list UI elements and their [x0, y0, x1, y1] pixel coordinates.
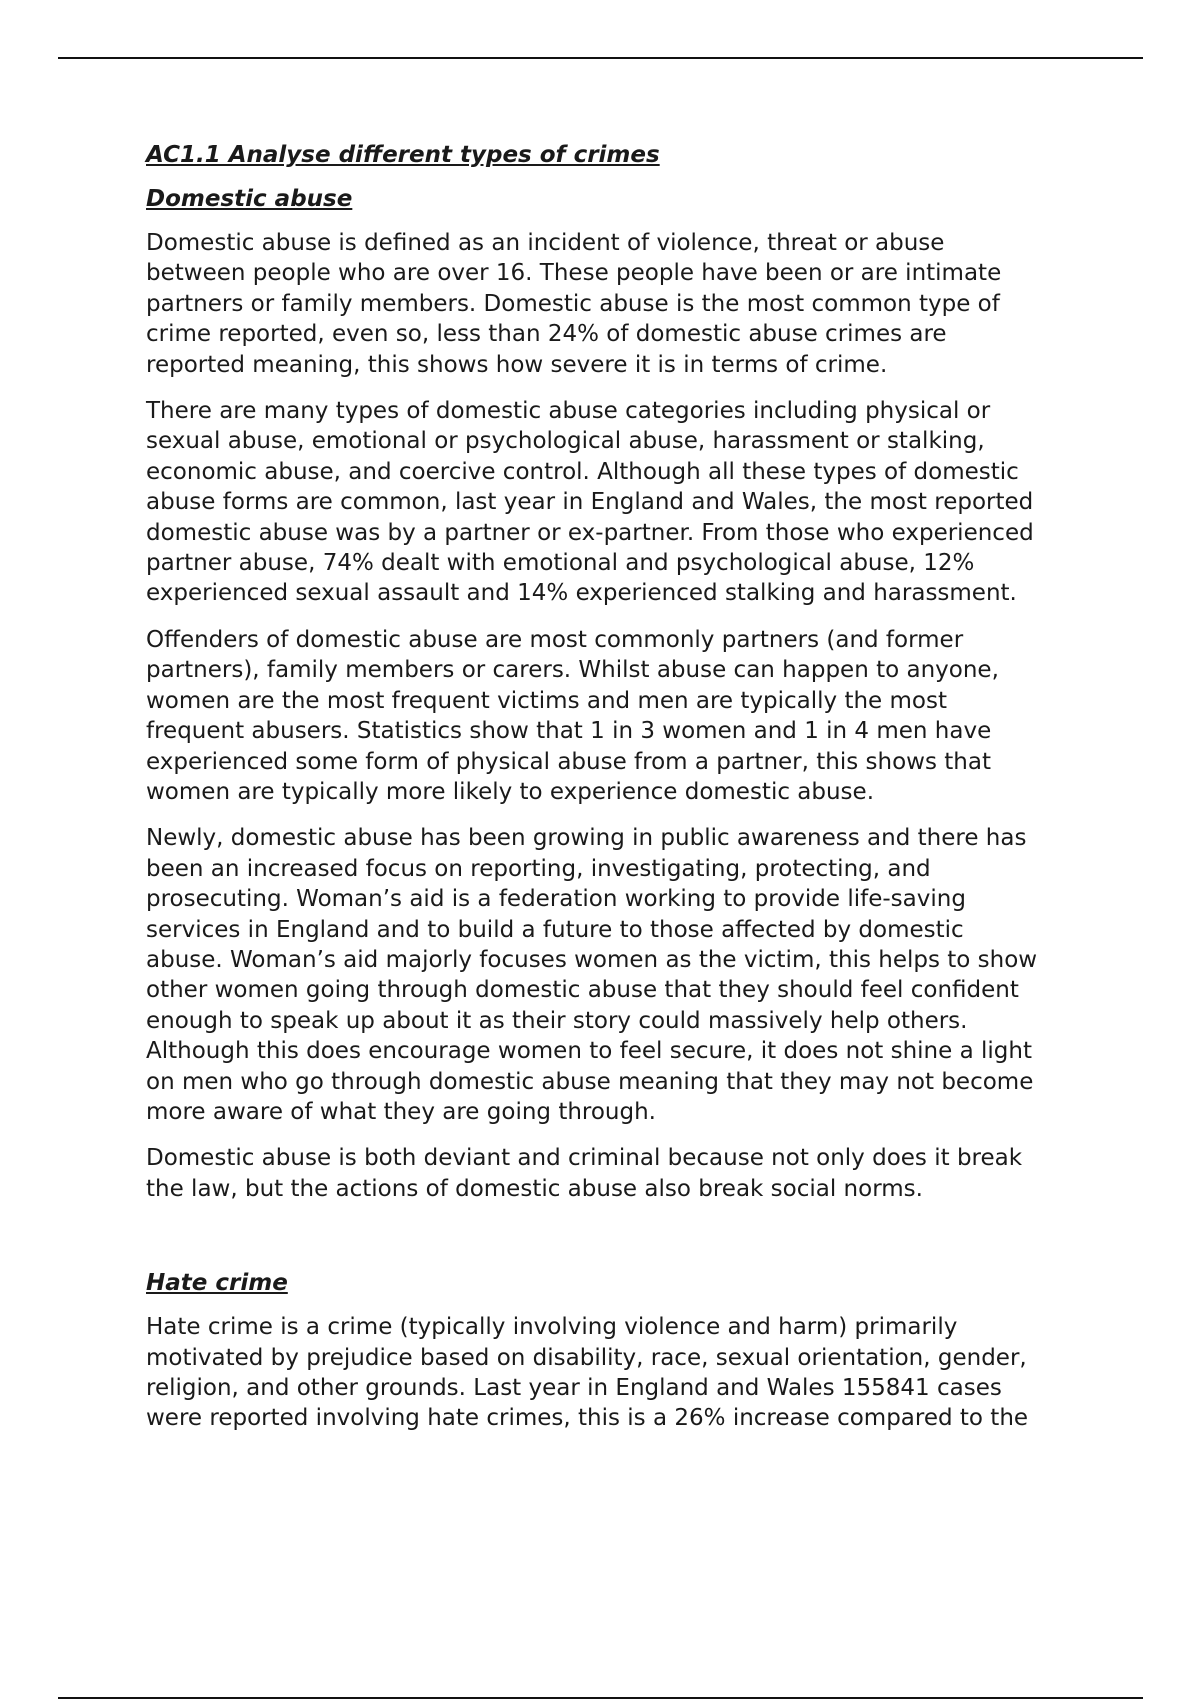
text-line: Although this does encourage women to feel secure, it does not shine a light: [146, 1038, 1032, 1065]
paragraph: [146, 228, 1146, 380]
text-line: abuse. Woman’s aid majorly focuses women as the victim, this helps to show: [146, 946, 1038, 973]
page-top-rule: [58, 57, 1143, 59]
text-line: Domestic abuse is both deviant and criminal because not only does it break: [146, 1145, 1023, 1172]
paragraph: [146, 823, 1146, 1127]
section-domestic-abuse: [146, 184, 1146, 1204]
text-line: Newly, domestic abuse has been growing in public awareness and there has: [146, 825, 1027, 852]
text-line: more aware of what they are going through.: [146, 1098, 656, 1125]
text-line: Domestic abuse is defined as an incident of violence, threat or abuse: [146, 230, 945, 256]
paragraph: [146, 625, 1146, 807]
text-line: been an increased focus on reporting, investigating, protecting, and: [146, 855, 931, 882]
text-line: reported meaning, this shows how severe it is in terms of crime.: [146, 351, 888, 378]
text-line: abuse forms are common, last year in England and Wales, the most reported: [146, 489, 1034, 516]
text-line: frequent abusers. Statistics show that 1 in 3 women and 1 in 4 men have: [146, 718, 992, 745]
text-line: services in England and to build a future to those affected by domestic: [146, 916, 964, 943]
section-hate-crime: [146, 1268, 1146, 1434]
text-line: motivated by prejudice based on disability, race, sexual orientation, gender,: [146, 1344, 1027, 1371]
text-line: partner abuse, 74% dealt with emotional and psychological abuse, 12%: [146, 550, 975, 577]
section-spacer: [146, 1220, 1146, 1268]
text-line: partners or family members. Domestic abuse is the most common type of: [146, 290, 1000, 317]
paragraph: [146, 396, 1146, 609]
text-line: on men who go through domestic abuse meaning that they may not become: [146, 1068, 1034, 1095]
text-line: other women going through domestic abuse that they should feel confident: [146, 977, 1019, 1004]
document-title: AC1.1 Analyse different types of crimes: [146, 142, 660, 168]
text-line: sexual abuse, emotional or psychological abuse, harassment or stalking,: [146, 428, 985, 455]
document-body: [146, 140, 1146, 1450]
text-line: experienced some form of physical abuse from a partner, this shows that: [146, 748, 991, 775]
text-line: women are the most frequent victims and men are typically the most: [146, 687, 947, 714]
page-bottom-rule: [58, 1697, 1143, 1699]
text-line: crime reported, even so, less than 24% of domestic abuse crimes are: [146, 321, 947, 348]
text-line: partners), family members or carers. Whilst abuse can happen to anyone,: [146, 657, 999, 684]
text-line: the law, but the actions of domestic abuse also break social norms.: [146, 1175, 923, 1202]
paragraph: [146, 1312, 1146, 1434]
text-line: religion, and other grounds. Last year in England and Wales 155841 cases: [146, 1375, 1002, 1401]
paragraph: [146, 1143, 1146, 1204]
section-heading: Domestic abuse: [146, 186, 353, 212]
section-heading: Hate crime: [146, 1270, 288, 1297]
text-line: Hate crime is a crime (typically involving violence and harm) primarily: [146, 1314, 958, 1341]
text-line: Offenders of domestic abuse are most commonly partners (and former: [146, 626, 964, 653]
text-line: economic abuse, and coercive control. Although all these types of domestic: [146, 458, 1019, 485]
text-line: There are many types of domestic abuse categories including physical or: [146, 398, 991, 425]
text-line: enough to speak up about it as their story could massively help others.: [146, 1007, 968, 1034]
text-line: domestic abuse was by a partner or ex-partner. From those who experienced: [146, 519, 1034, 546]
text-line: prosecuting. Woman’s aid is a federation working to provide life-saving: [146, 886, 966, 913]
text-line: experienced sexual assault and 14% experienced stalking and harassment.: [146, 580, 1017, 607]
text-line: between people who are over 16. These people have been or are intimate: [146, 260, 1002, 287]
text-line: women are typically more likely to experience domestic abuse.: [146, 778, 875, 805]
text-line: were reported involving hate crimes, this is a 26% increase compared to the: [146, 1405, 1029, 1432]
